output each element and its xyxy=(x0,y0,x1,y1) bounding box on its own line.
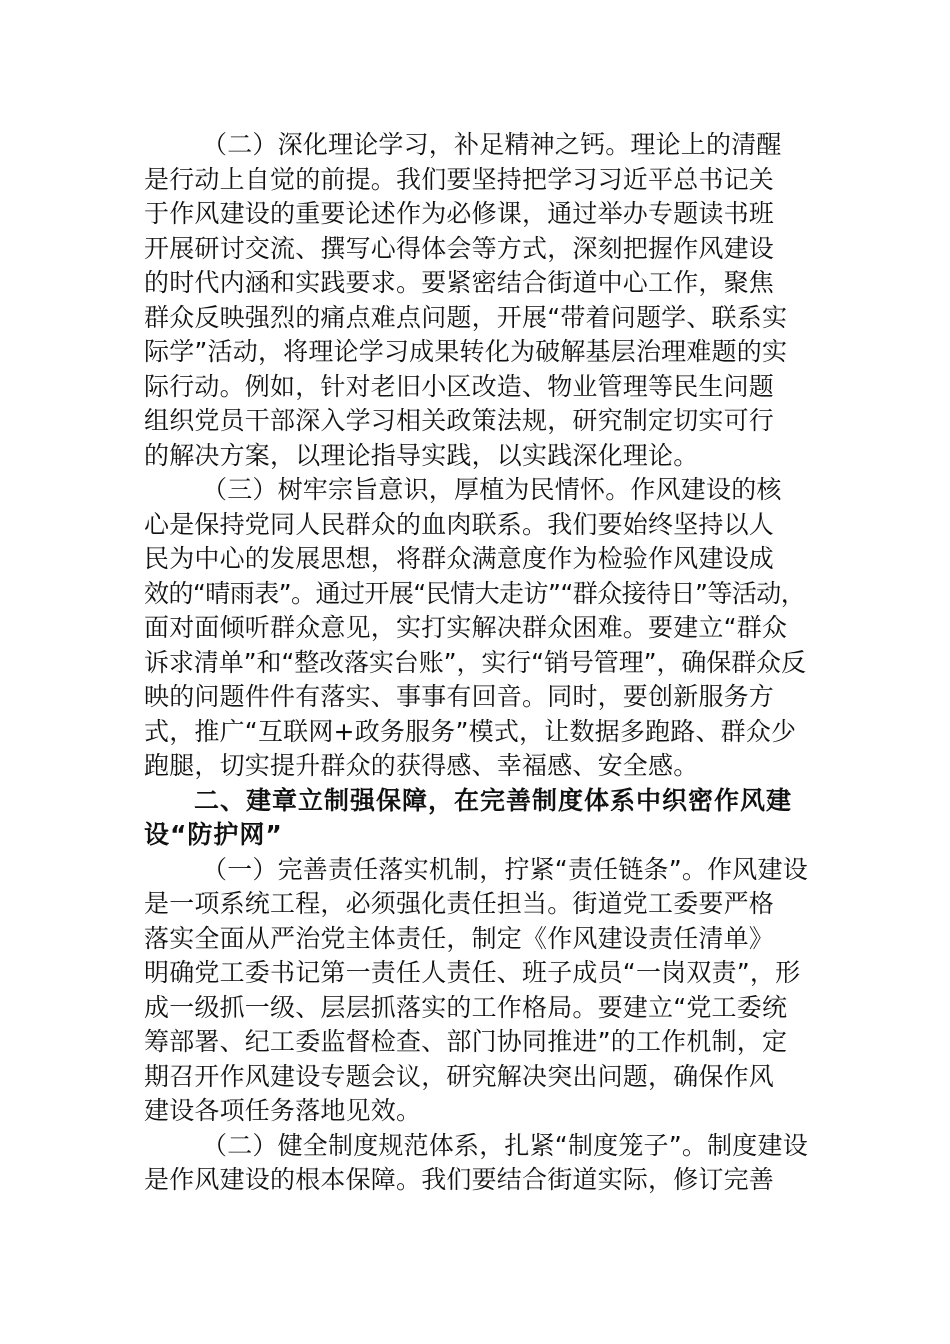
paragraph-3-1-line: 明确党工委书记第一责任人责任、班子成员“一岗双责”，形 xyxy=(144,958,801,987)
paragraph-2-2-line: 的解决方案，以理论指导实践，以实践深化理论。 xyxy=(144,440,699,470)
paragraph-3-1-line: （一）完善责任落实机制，拧紧“责任链条”。作风建设 xyxy=(202,854,808,884)
section-heading-2: 二、建章立制强保障，在完善制度体系中织密作风建 xyxy=(194,785,793,815)
paragraph-2-2-line: 的时代内涵和实践要求。要紧密结合街道中心工作，聚焦 xyxy=(144,268,775,297)
paragraph-2-3-line: 诉求清单”和“整改落实台账”，实行“销号管理”，确保群众反 xyxy=(144,647,806,677)
paragraph-2-2-line: 群众反映强烈的痛点难点问题，开展“带着问题学、联系实 xyxy=(144,302,788,332)
paragraph-2-3-line: 民为中心的发展思想，将群众满意度作为检验作风建设成 xyxy=(144,544,775,573)
paragraph-2-3-line: 式，推广“互联网+政务服务”模式，让数据多跑路、群众少 xyxy=(144,716,797,746)
paragraph-3-1-line: 落实全面从严治党主体责任，制定《作风建设责任清单》 xyxy=(144,923,775,953)
paragraph-3-1-line: 筹部署、纪工委监督检查、部门协同推进”的工作机制，定 xyxy=(144,1027,788,1056)
paragraph-2-3-line: （三）树牢宗旨意识，厚植为民情怀。作风建设的核 xyxy=(202,475,782,504)
paragraph-2-3-line: 跑腿，切实提升群众的获得感、幸福感、安全感。 xyxy=(144,751,699,780)
paragraph-3-2-line: 是作风建设的根本保障。我们要结合街道实际，修订完善 xyxy=(144,1165,775,1194)
paragraph-2-3-line: 映的问题件件有落实、事事有回音。同时，要创新服务方 xyxy=(144,682,775,711)
paragraph-2-2-line: 是行动上自觉的前提。我们要坚持把学习习近平总书记关 xyxy=(144,164,775,194)
paragraph-2-2-line: （二）深化理论学习，补足精神之钙。理论上的清醒 xyxy=(202,130,782,159)
paragraph-2-2-line: 于作风建设的重要论述作为必修课，通过举办专题读书班 xyxy=(144,199,775,228)
paragraph-3-1-line: 期召开作风建设专题会议，研究解决突出问题，确保作风 xyxy=(144,1061,775,1091)
paragraph-2-2-line: 开展研讨交流、撰写心得体会等方式，深刻把握作风建设 xyxy=(144,233,775,263)
paragraph-2-3-line: 效的“晴雨表”。通过开展“民情大走访”“群众接待日”等活动， xyxy=(144,578,806,608)
paragraph-3-2-line: （二）健全制度规范体系，扎紧“制度笼子”。制度建设 xyxy=(202,1130,808,1160)
paragraph-3-1-line: 成一级抓一级、层层抓落实的工作格局。要建立“党工委统 xyxy=(144,992,788,1022)
paragraph-2-3-line: 面对面倾听群众意见，实打实解决群众困难。要建立“群众 xyxy=(144,613,788,642)
paragraph-2-2-line: 际行动。例如，针对老旧小区改造、物业管理等民生问题 xyxy=(144,371,775,401)
paragraph-2-2-line: 际学”活动，将理论学习成果转化为破解基层治理难题的实 xyxy=(144,337,788,366)
paragraph-2-3-line: 心是保持党同人民群众的血肉联系。我们要始终坚持以人 xyxy=(144,509,775,539)
section-heading-2: 设“防护网” xyxy=(144,820,283,849)
document-body xyxy=(144,128,808,1198)
paragraph-2-2-line: 组织党员干部深入学习相关政策法规，研究制定切实可行 xyxy=(144,406,775,435)
paragraph-3-1-line: 建设各项任务落地见效。 xyxy=(144,1096,422,1125)
paragraph-3-1-line: 是一项系统工程，必须强化责任担当。街道党工委要严格 xyxy=(144,889,775,918)
